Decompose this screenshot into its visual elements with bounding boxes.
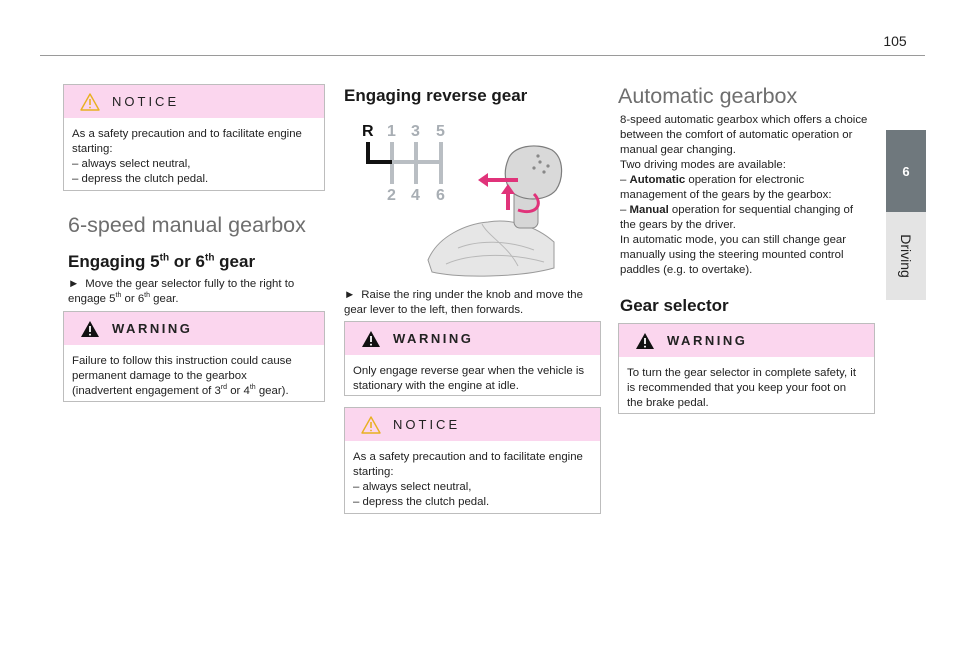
warning-line: Failure to follow this instruction could cause [72, 355, 292, 367]
warning-text: or 4 [227, 385, 250, 397]
notice-header [345, 408, 600, 441]
chapter-tab-label-area [886, 212, 926, 300]
gear-lever-drawing [428, 146, 562, 276]
notice-heading: NOTICE [112, 94, 180, 109]
gear-label-2: 2 [387, 187, 396, 204]
section-title-automatic-gearbox: Automatic gearbox [618, 84, 798, 108]
instruction-text: gear. [150, 293, 179, 305]
warning-box [344, 321, 601, 396]
subheading-gear-selector: Gear selector [620, 296, 729, 315]
notice-line: As a safety precaution and to facilitate engine [353, 451, 583, 463]
warning-heading: WARNING [112, 321, 193, 336]
warning-line: stationary with the engine at idle. [353, 380, 519, 392]
gear-label-r: R [362, 123, 374, 140]
notice-body [345, 441, 600, 518]
description-text: – [620, 174, 630, 186]
warning-heading: WARNING [393, 331, 474, 346]
notice-line: – depress the clutch pedal. [353, 496, 490, 508]
gear-label-6: 6 [436, 187, 445, 204]
notice-line: starting: [72, 143, 113, 155]
instruction-reverse [344, 288, 604, 318]
warning-triangle-icon [361, 330, 381, 348]
description-line: paddles (e.g. to overtake). [620, 264, 753, 276]
notice-line: As a safety precaution and to facilitate engine [72, 128, 302, 140]
notice-line: starting: [353, 466, 394, 478]
warning-text: gear). [255, 385, 289, 397]
notice-box [63, 84, 325, 191]
warning-heading: WARNING [667, 333, 748, 348]
ordinal-suffix: th [159, 252, 170, 264]
warning-triangle-icon [80, 320, 100, 338]
instruction-text: Move the gear selector fully to the right to [85, 278, 295, 290]
notice-body [64, 118, 324, 195]
gear-label-1: 1 [387, 123, 396, 140]
gear-pattern-diagram [362, 123, 445, 204]
description-line [620, 203, 880, 218]
instruction-line: gear lever to the left, then forwards. [344, 304, 524, 316]
gear-label-3: 3 [411, 123, 420, 140]
ordinal-suffix: th [249, 384, 256, 392]
warning-line: To turn the gear selector in complete safety, it [627, 367, 856, 379]
subheading-5th-6th-gear [68, 252, 255, 272]
description-line [620, 173, 880, 188]
subheading-part: gear [214, 252, 256, 271]
warning-box [63, 311, 325, 402]
description-line: manual gear changing. [620, 144, 736, 156]
warning-text: (inadvertent engagement of 3 [72, 385, 221, 397]
ordinal-suffix: th [204, 252, 215, 264]
chapter-tab-number: 6 [886, 130, 926, 212]
subheading-reverse-gear: Engaging reverse gear [344, 86, 528, 105]
chapter-tab-label: Driving [898, 234, 914, 278]
warning-header [619, 324, 874, 357]
instruction-text: engage 5 [68, 293, 116, 305]
subheading-part: or 6 [169, 252, 205, 271]
warning-header [64, 312, 324, 345]
warning-box [618, 323, 875, 414]
description-line: between the comfort of automatic operation or [620, 129, 853, 141]
notice-header [64, 85, 324, 118]
automatic-gearbox-description [620, 113, 880, 278]
notice-box [344, 407, 601, 514]
warning-line: the brake pedal. [627, 397, 709, 409]
description-text: – [620, 204, 630, 216]
ordinal-suffix: rd [220, 384, 228, 392]
section-title-manual-gearbox: 6-speed manual gearbox [68, 213, 306, 237]
notice-heading: NOTICE [393, 417, 461, 432]
caution-triangle-icon [80, 93, 100, 111]
instruction-line [68, 292, 328, 307]
description-line: the gears by the driver. [620, 219, 736, 231]
warning-line [72, 384, 314, 399]
notice-line: – always select neutral, [72, 158, 191, 170]
description-line: Two driving modes are available: [620, 159, 786, 171]
notice-line: – always select neutral, [353, 481, 472, 493]
warning-body [64, 345, 324, 407]
instruction-text: Raise the ring under the knob and move the [361, 289, 583, 301]
subheading-part: Engaging 5 [68, 252, 160, 271]
warning-triangle-icon [635, 332, 655, 350]
description-line: management of the gears by the gearbox: [620, 189, 832, 201]
description-line: manually using the steering mounted control [620, 249, 844, 261]
warning-line: is recommended that you keep your foot on [627, 382, 847, 394]
description-line: 8-speed automatic gearbox which offers a choice [620, 114, 868, 126]
description-text: operation for electronic [685, 174, 805, 186]
notice-line: – depress the clutch pedal. [72, 173, 209, 185]
warning-header [345, 322, 600, 355]
caution-triangle-icon [361, 416, 381, 434]
instruction-5th-6th [68, 277, 328, 307]
header-rule [40, 55, 925, 56]
description-text: operation for sequential changing of [668, 204, 854, 216]
page-number: 105 [883, 33, 907, 49]
bullet-arrow-icon: ► [68, 278, 80, 290]
warning-line: Only engage reverse gear when the vehicle is [353, 365, 585, 377]
ordinal-suffix: th [115, 292, 122, 300]
warning-line: permanent damage to the gearbox [72, 370, 247, 382]
ordinal-suffix: th [144, 292, 150, 300]
instruction-text: or 6 [121, 293, 145, 305]
description-line: In automatic mode, you can still change gear [620, 234, 847, 246]
reverse-gear-illustration [358, 118, 588, 283]
chapter-tab[interactable] [886, 130, 926, 300]
mode-automatic-label: Automatic [629, 174, 686, 186]
instruction-line [344, 288, 604, 303]
warning-body [345, 355, 600, 402]
gear-label-5: 5 [436, 123, 445, 140]
bullet-arrow-icon: ► [344, 289, 356, 301]
gear-label-4: 4 [411, 187, 420, 204]
warning-body [619, 357, 874, 419]
mode-manual-label: Manual [629, 204, 669, 216]
instruction-line [68, 277, 328, 292]
